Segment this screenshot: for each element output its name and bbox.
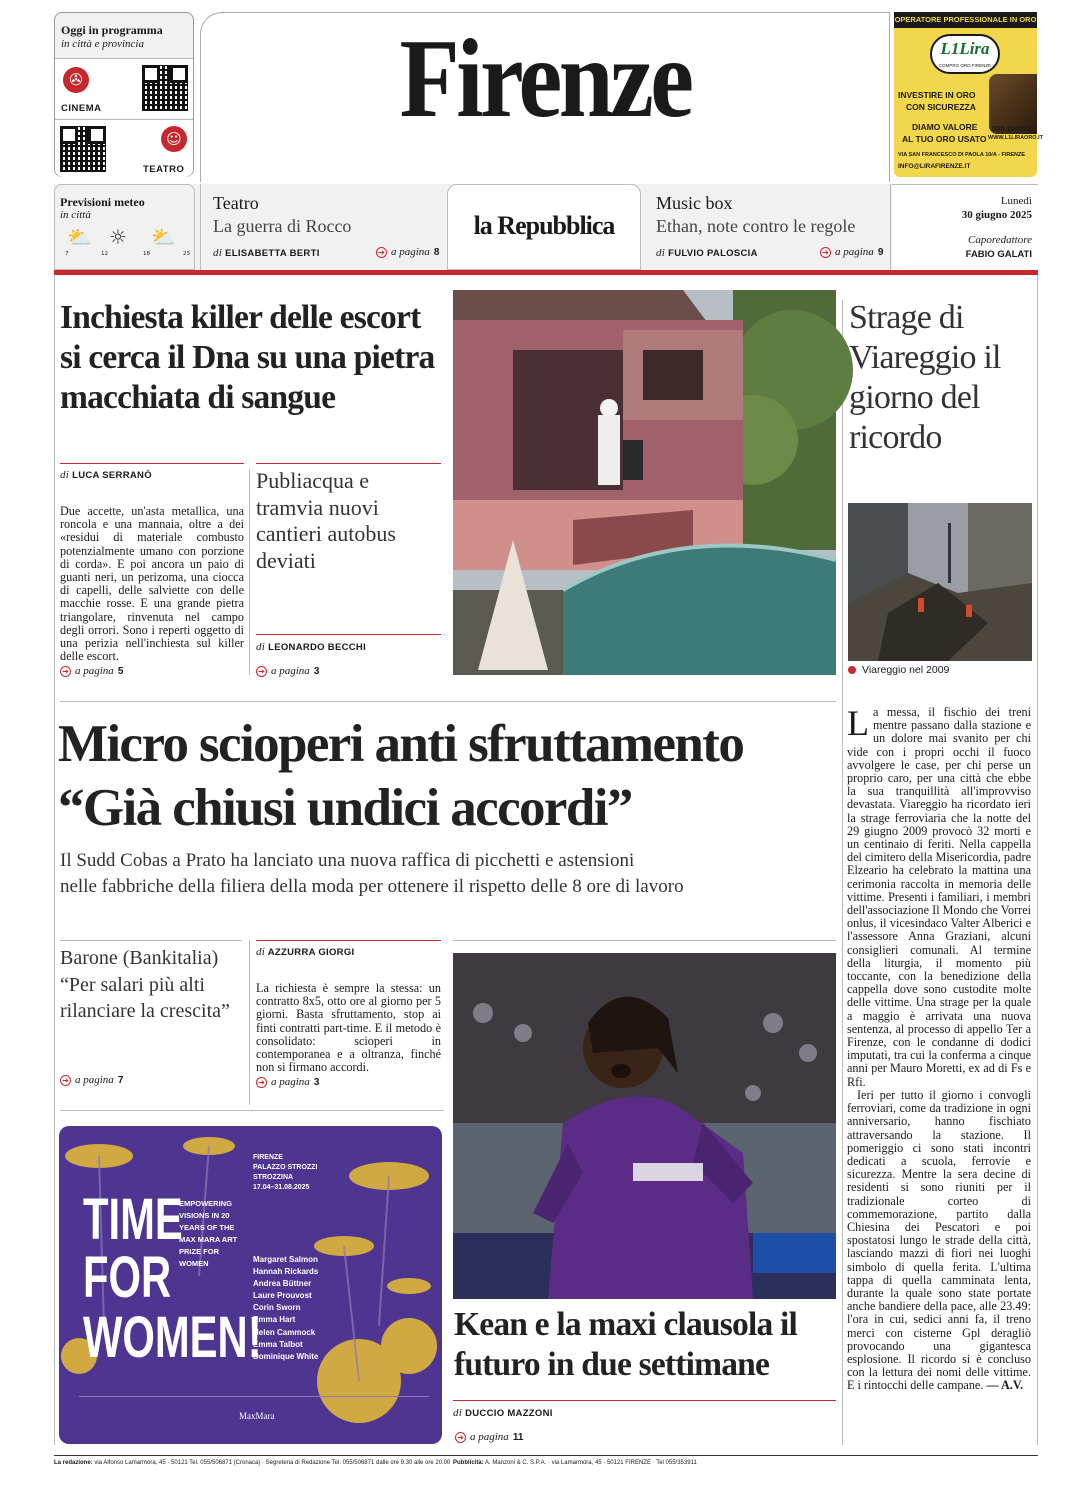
section-divider [60,701,836,702]
footer-redazione: La redazione: via Alfonso Lamarmora, 45 · 50121 Tel. 055/506871 (Cronaca) · Segreteria di Redazione Tel. 055/506871 dalle ore 9.30 alle ore 20.00 [54,1460,451,1466]
sun-icon: ☼ [109,225,127,249]
lira-ad-logo [930,34,1000,74]
barone-headline[interactable]: Barone (Bankitalia) “Per salari più alti rilanciare la crescita” [60,947,230,1022]
kean-byline: di DUCCIO MAZZONI [453,1407,553,1419]
lira-ad-email: INFO@LIRAFIRENZE.IT [898,163,971,170]
publiacqua-byline: di LEONARDO BECCHI [256,641,367,653]
publiacqua-headline[interactable]: Publiacqua e tramvia nuovi cantieri autobus deviati [256,468,396,573]
lira-ad[interactable] [894,12,1043,177]
strozzi-place-3: STROZZINA [253,1174,294,1181]
programma-title: Oggi in programma [61,23,163,37]
page-border-left [54,275,55,1445]
arrow-right-icon: ➔ [455,1432,466,1443]
arrow-right-icon: ➔ [60,666,71,677]
teaser-music-pageref[interactable]: ➔ a pagina 9 [820,246,883,258]
footer-pubblicita: Pubblicità: A. Manzoni & C. S.P.A. · via Lamarmora, 45 · 50121 FIRENZE · Tel 055/353911 [453,1460,697,1466]
lira-ad-phone: 055 224112 [992,124,1032,133]
viareggio-body-p1: a messa, il fischio dei treni mentre passano dalla stazione e un dolore mai svanito per chi vide con i propri occhi il fuoco avvolgere le case, per chi perse un proprio caro, per una città che ebbe la sua tranquillità all'improvviso devastata. Viareggio ha ricordato ieri la strage ferroviaria che la notte del 29 giugno 2009 provocò 32 morti e un centinaio di feriti. Nella cappella del cimitero della Misericordia, padre Elzeario ha celebrato la mattina una cerimonia raccolta in memoria delle vittime. Presenti i familiari, i membri dell'associazione Il Mondo che Vorrei onlus, il vicesindaco Valter Alberici e l'assessore Anna Graziani, alcuni consiglieri comunali. Al termine della liturgia, il momento più toccante, con la benedizione della cappella dove sono custodite molte delle vittime. Una strage per la quale a maggio è arrivata una nuova sentenza, al processo di appello Ter a Firenze, con le condanne di dodici imputati, tra cui la conferma a cinque anni per Mauro Moretti, ex ad di Fs e Rfi. [847,705,1031,1089]
dateline-date: 30 giugno 2025 [961,209,1032,221]
teaser-teatro-section: Teatro [213,193,259,213]
partly-cloudy-icon: ⛅ [67,225,92,249]
escort-pageref[interactable]: ➔ a pagina 5 [60,665,123,677]
scioperi-headline-2[interactable]: “Già chiusi undici accordi” [58,779,632,837]
kean-photo [453,953,836,1299]
lira-ad-line4: AL TUO ORO USATO [902,134,987,144]
viareggio-headline[interactable]: Strage di Viareggio il giorno del ricordo [849,299,1001,456]
escort-byline: di LUCA SERRANÒ [60,469,152,481]
repubblica-logo: la Repubblica [473,211,615,240]
lira-ad-tagline: OPERATORE PROFESSIONALE IN ORO [894,12,1037,28]
teaser-divider [200,184,201,270]
dateline-day: Lunedì [1000,195,1032,207]
artist-name: Emma Talbot [253,1339,303,1349]
arrow-right-icon: ➔ [60,1075,71,1086]
teaser-music[interactable] [648,184,888,270]
teaser-teatro-pageref[interactable]: ➔ a pagina 8 [376,246,439,258]
kean-rule [453,1400,836,1401]
lira-ad-line1: INVESTIRE IN ORO [898,90,976,100]
strozzi-place-2: PALAZZO STROZZI [253,1164,318,1171]
temp-0: 7 [65,251,69,257]
artist-name: Emma Hart [253,1315,296,1325]
temp-3: 23 [183,251,190,257]
footer-rule [54,1455,1038,1456]
publiacqua-pageref[interactable]: ➔ a pagina 3 [256,665,319,677]
train-wreck-illustration [848,503,1032,661]
dateline-name: FABIO GALATI [965,249,1032,260]
teatro-qr-code[interactable] [60,126,106,172]
meteo-subtitle: in città [60,209,91,221]
cinema-label: CINEMA [61,103,102,114]
lira-ad-brand: L1Lira [940,39,990,58]
lira-ad-web: WWW.L1LIRAORO.IT [988,135,1043,141]
teaser-music-byline: di FULVIO PALOSCIA [656,247,758,259]
accent-band [54,270,1038,275]
teaser-teatro-byline: di ELISABETTA BERTI [213,247,320,259]
meteo-title: Previsioni meteo [60,195,145,209]
theatre-mask-icon: ☺ [161,126,187,152]
strozzi-ad[interactable] [59,1126,442,1444]
kean-headline[interactable]: Kean e la maxi clausola il futuro in due settimane [454,1306,798,1383]
arrow-right-icon: ➔ [376,247,387,258]
viareggio-body [847,703,1031,1393]
column-divider [249,940,250,1105]
escort-headline[interactable]: Inchiesta killer delle escort si cerca il Dna su una pietra macchiata di sangue [60,299,435,416]
dateline-role: Caporedattore [968,234,1032,246]
artist-name: Hannah Rickards [253,1267,319,1277]
arrow-right-icon: ➔ [256,666,267,677]
artist-name: Laure Prouvost [253,1291,312,1301]
strozzi-sponsor: MaxMara [239,1411,275,1421]
scioperi-byline-rule [256,940,441,941]
film-reel-icon: ✇ [63,67,89,93]
strozzi-sponsor-strip [79,1396,429,1397]
teaser-music-title: Ethan, note contro le regole [656,216,856,236]
teatro-label: TEATRO [143,164,185,175]
column-divider [249,470,250,675]
artist-name: Dominique White [253,1351,319,1361]
section-divider [453,940,836,941]
section-divider [60,1110,444,1111]
viareggio-caption: Viareggio nel 2009 [848,664,949,676]
football-player-illustration [453,953,836,1299]
artist-name: Corin Sworn [253,1303,301,1313]
teaser-divider [890,184,891,270]
kean-pageref[interactable]: ➔ a pagina 11 [455,1431,523,1443]
crime-scene-illustration [453,290,836,675]
arrow-right-icon: ➔ [820,247,831,258]
lira-ad-brand-sub: COMPRO ORO FIRENZE [938,63,992,68]
column-divider [842,300,843,1445]
publiacqua-rule [256,463,441,464]
arrow-right-icon: ➔ [256,1077,267,1088]
barone-rule [60,940,242,941]
dateline [892,184,1038,270]
artist-name: Andrea Büttner [253,1279,312,1289]
publiacqua-byline-rule [256,634,441,635]
programma-box [54,12,194,177]
masthead-title: Firenze [399,17,691,141]
temp-2: 18 [143,251,150,257]
viareggio-body-p2: Ieri per tutto il giorno i convogli ferroviari, come da tradizione in ogni anniversario, hanno fischiato attraversando la stazione. Il pomeriggio ci sono stati incontri dedicati a scuola, ferrovie e sicurezza. Mentre la sera decine di residenti si sono riuniti per il tradizionale corteo di commemorazione, partito dalla Chiesina dei Pescatori e poi spostatosi lungo le strade della città, lasciando mazzi di fiori nei luoghi simbolo di quella ferita. L'ultima tappa di quella camminata lenta, durante la quale sono state portate anche bandiere della pace, alle 23.49: l'ora in cui, sedici anni fa, il treno merci con cisterne Gpl deragliò provocando una gigantesca esplosione. Il ricordo si è concluso con la lettura dei nomi delle vittime. E i rintocchi delle campane. [847,1087,1031,1393]
viareggio-photo [848,503,1032,661]
cinema-qr-code[interactable] [142,65,188,111]
viareggio-signature: — A.V. [986,1378,1024,1393]
strozzi-place-1: FIRENZE [253,1154,283,1161]
temp-1: 12 [101,251,108,257]
lira-ad-address: VIA SAN FRANCESCO DI PAOLA 10/A - FIRENZE [898,152,1026,158]
lira-ad-line3: DIAMO VALORE [912,122,978,132]
page-border-right [1037,275,1038,1445]
viareggio-dropcap: L [847,703,869,743]
teatro-card[interactable] [55,119,193,177]
strozzi-artists [253,1254,318,1363]
partly-cloudy-icon: ⛅ [151,225,176,249]
scioperi-body: La richiesta è sempre la stessa: un contratto 8x5, otto ore al giorno per 5 giorni. Basta sfruttamento, stop ai finti contratti part-time. E il metodo è consolidato: scioperi in contemporanea e a oltranza, finché non si firmano accordi. [256,981,441,1075]
escort-rule [60,463,244,464]
meteo-icons [63,225,191,259]
scioperi-headline-1[interactable]: Micro scioperi anti sfruttamento [58,715,744,773]
teaser-music-section: Music box [656,193,733,213]
programma-subtitle: in città e provincia [61,38,144,50]
strozzi-dates: 17.04–31.08.2025 [253,1184,310,1191]
cinema-card[interactable] [55,58,193,118]
lira-ad-line2: CON SICUREZZA [906,102,976,112]
scioperi-subhead-2: nelle fabbriche della filiera della moda per ottenere il rispetto delle 8 ore di lavoro [60,876,684,897]
crime-scene-photo [453,290,836,675]
scioperi-byline: di AZZURRA GIORGI [256,946,355,958]
scioperi-pageref[interactable]: ➔ a pagina 3 [256,1076,319,1088]
strozzi-claim: EMPOWERING VISIONS IN 20 YEARS OF THE MAX MARA ART PRIZE FOR WOMEN [179,1199,238,1268]
strozzi-title-2: FOR [83,1245,172,1310]
scioperi-subhead-1: Il Sudd Cobas a Prato ha lanciato una nuova raffica di picchetti e astensioni [60,850,635,871]
strozzi-title-1: TIME [83,1187,183,1252]
artist-name: Helen Cammock [253,1327,316,1337]
teaser-teatro-title: La guerra di Rocco [213,216,352,236]
artist-name: Margaret Salmon [253,1255,318,1264]
barone-pageref[interactable]: ➔ a pagina 7 [60,1074,123,1086]
strozzi-title-3: WOMEN! [83,1305,262,1370]
repubblica-logo-box[interactable] [447,184,641,270]
teaser-teatro[interactable] [206,184,444,270]
dot-icon [848,666,856,674]
escort-body: Due accette, un'asta metallica, una roncola e una mannaia, oltre a dei «residui di materiale combusto potenzialmente umano con porzione di corda». E poi ancora un paio di guanti neri, un perizoma, una ciocca di capelli, delle salviette con delle macchie rosse. E una grande pietra triangolare, rinvenuta nel campo degli orrori. Sono i reperti oggetto di una perizia nell'inchiesta sul killer delle escort. [60,504,244,664]
meteo-box[interactable] [54,184,195,270]
